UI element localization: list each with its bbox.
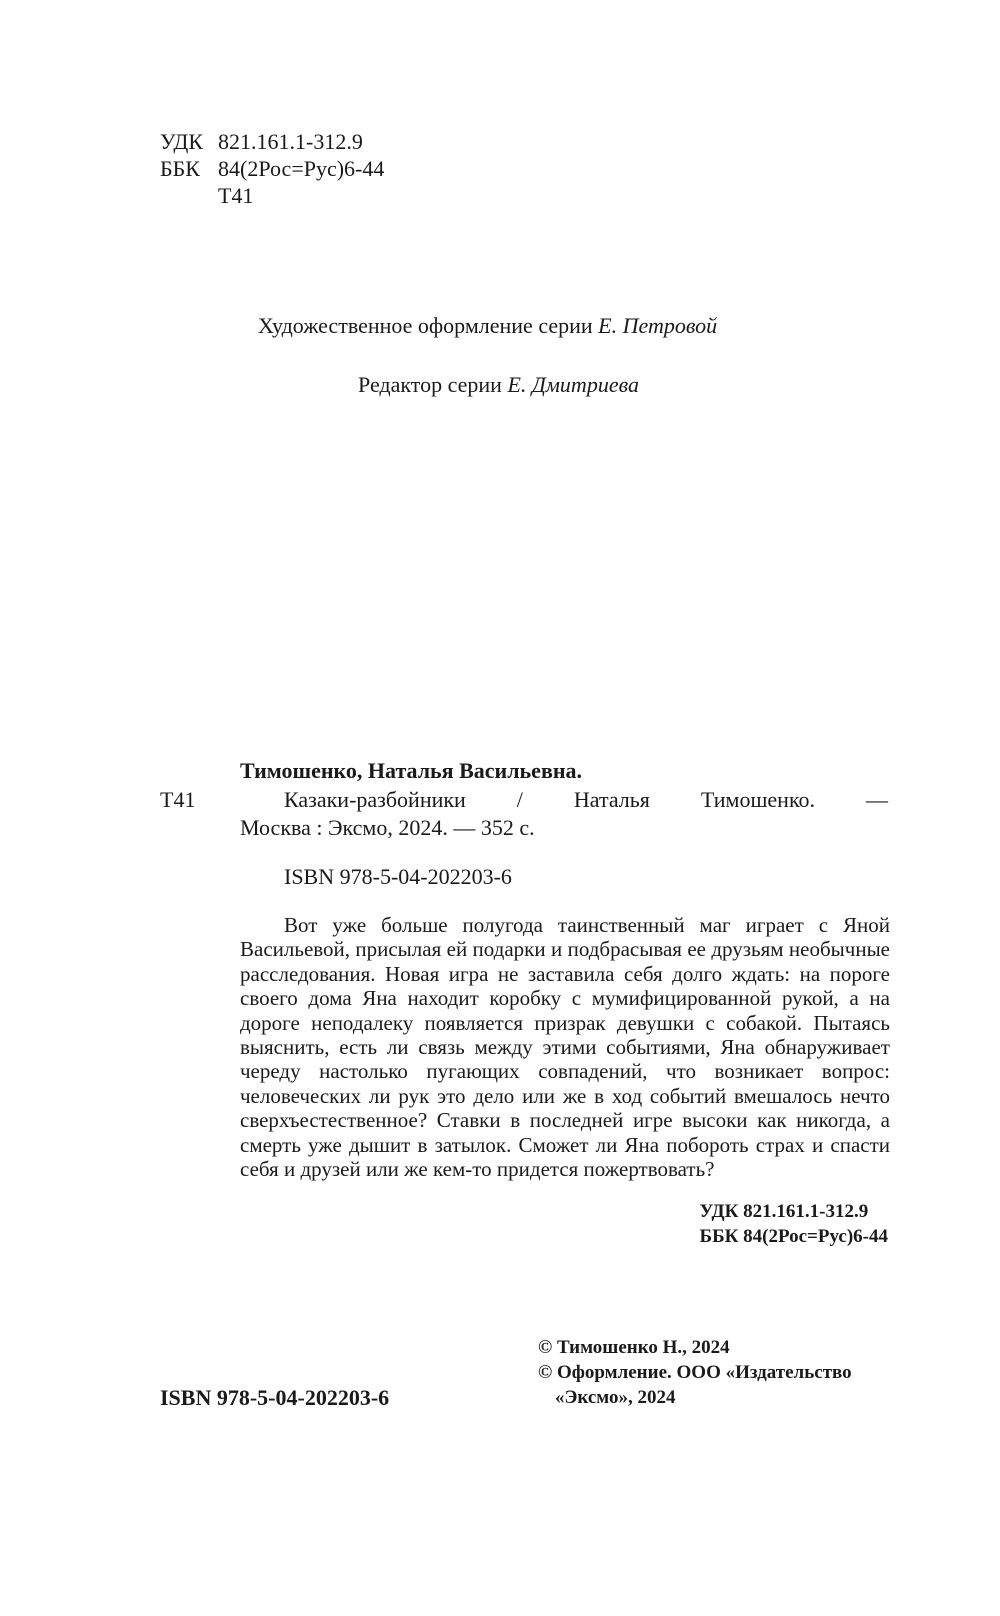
- annotation-codes: [700, 1199, 888, 1249]
- udk-line: [160, 128, 384, 155]
- udk-label: УДК: [160, 129, 204, 154]
- bibliographic-author-mark: Т41: [160, 787, 196, 812]
- copyright-author: © Тимошенко Н., 2024: [538, 1337, 730, 1358]
- annotation-udk: УДК 821.161.1-312.9: [699, 1201, 869, 1222]
- author-mark-line: [160, 182, 384, 209]
- isbn-line: ISBN 978-5-04-202203-6: [284, 864, 512, 889]
- series-editor-credit: [358, 371, 639, 399]
- annotation-paragraph: Вот уже больше полугода таинственный маг играет с Яной Васильевой, присылая ей подарки и подбрасывая ее друзьям необычные расследования. Новая игра не заставила себя долго ждать: на пороге своего дома Яна находит коробку с мумифицированной рукой, а на дороге неподалеку появляется призрак девушки с собакой. Пытаясь выяснить, есть ли связь между этими событиями, Яна обнаруживает череду настолько пугающих совпадений, что возникает вопрос: человеческих ли рук это дело или же в ход событий вмешалось нечто сверхъестественное? Ставки в последней игре высоки как никогда, а смерть уже дышит в затылок. Сможет ли Яна побороть страх и спасти себя и друзей или же кем-то придется пожертвовать?: [240, 913, 890, 1182]
- title-line: Казаки-разбойники / Наталья Тимошенко. —: [284, 787, 888, 812]
- bbk-label: ББК: [160, 156, 200, 181]
- design-credit-text: Художественное оформление серии: [258, 313, 599, 338]
- bbk-line: [160, 155, 384, 182]
- editor-credit-name: Е. Дмитриева: [507, 372, 639, 397]
- isbn-bottom: ISBN 978-5-04-202203-6: [160, 1385, 390, 1410]
- classification-block: [160, 128, 384, 209]
- udk-value: 821.161.1-312.9: [218, 129, 363, 154]
- author-heading: Тимошенко, Наталья Васильевна.: [240, 758, 582, 783]
- annotation-bbk: ББК 84(2Рос=Рус)6-44: [699, 1226, 888, 1247]
- bbk-value: 84(2Рос=Рус)6-44: [218, 156, 385, 181]
- editor-credit-text: Редактор серии: [358, 372, 508, 397]
- series-design-credit: [258, 312, 717, 340]
- copyright-design: © Оформление. ООО «Издательство: [538, 1362, 852, 1383]
- copyright-publisher: «Эксмо», 2024: [555, 1387, 676, 1408]
- publisher-line: Москва : Эксмо, 2024. — 352 с.: [240, 815, 535, 840]
- author-mark: Т41: [218, 183, 254, 208]
- design-credit-name: Е. Петровой: [598, 313, 718, 338]
- copyright-block: [538, 1335, 852, 1410]
